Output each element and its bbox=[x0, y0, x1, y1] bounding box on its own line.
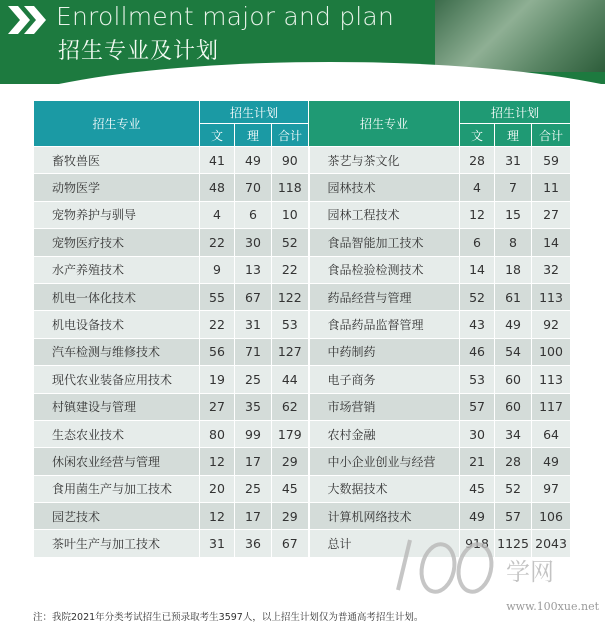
major-name: 汽车检测与维修技术 bbox=[34, 338, 200, 365]
total-count: 127 bbox=[272, 338, 309, 365]
major-name: 水产养殖技术 bbox=[34, 256, 200, 283]
li-count: 36 bbox=[235, 530, 272, 557]
li-count: 57 bbox=[495, 503, 532, 530]
total-count: 113 bbox=[532, 283, 571, 310]
major-name: 电子商务 bbox=[309, 366, 460, 393]
wen-count: 43 bbox=[460, 311, 495, 338]
li-count: 1125 bbox=[495, 530, 532, 557]
table-row bbox=[34, 530, 571, 557]
table-row bbox=[34, 283, 571, 310]
major-name: 宠物养护与驯导 bbox=[34, 201, 200, 228]
table-row bbox=[34, 393, 571, 420]
wen-count: 53 bbox=[460, 366, 495, 393]
major-name: 畜牧兽医 bbox=[34, 147, 200, 174]
total-count: 29 bbox=[272, 448, 309, 475]
wen-count: 6 bbox=[460, 229, 495, 256]
wen-count: 31 bbox=[200, 530, 235, 557]
total-count: 27 bbox=[532, 201, 571, 228]
wen-count: 80 bbox=[200, 420, 235, 447]
major-name: 机电一体化技术 bbox=[34, 283, 200, 310]
table-row bbox=[34, 338, 571, 365]
double-chevron-icon bbox=[6, 4, 50, 36]
watermark-url: www.100xue.net bbox=[506, 600, 599, 613]
header-total-left: 合计 bbox=[272, 124, 309, 147]
total-count: 118 bbox=[272, 174, 309, 201]
li-count: 34 bbox=[495, 420, 532, 447]
total-count: 179 bbox=[272, 420, 309, 447]
header-wen-right: 文 bbox=[460, 124, 495, 147]
wen-count: 14 bbox=[460, 256, 495, 283]
table-row bbox=[34, 311, 571, 338]
total-count: 67 bbox=[272, 530, 309, 557]
wen-count: 12 bbox=[200, 448, 235, 475]
wen-count: 41 bbox=[200, 147, 235, 174]
major-name: 中小企业创业与经营 bbox=[309, 448, 460, 475]
total-count: 64 bbox=[532, 420, 571, 447]
total-count: 92 bbox=[532, 311, 571, 338]
li-count: 15 bbox=[495, 201, 532, 228]
wen-count: 22 bbox=[200, 311, 235, 338]
major-name: 机电设备技术 bbox=[34, 311, 200, 338]
wen-count: 12 bbox=[200, 503, 235, 530]
total-count: 11 bbox=[532, 174, 571, 201]
wen-count: 57 bbox=[460, 393, 495, 420]
table-body bbox=[34, 147, 571, 558]
li-count: 49 bbox=[495, 311, 532, 338]
major-name: 计算机网络技术 bbox=[309, 503, 460, 530]
major-name: 食用菌生产与加工技术 bbox=[34, 475, 200, 502]
table-row bbox=[34, 174, 571, 201]
li-count: 31 bbox=[235, 311, 272, 338]
total-count: 49 bbox=[532, 448, 571, 475]
table-row bbox=[34, 201, 571, 228]
major-name: 药品经营与管理 bbox=[309, 283, 460, 310]
table-row bbox=[34, 366, 571, 393]
li-count: 35 bbox=[235, 393, 272, 420]
li-count: 99 bbox=[235, 420, 272, 447]
wen-count: 55 bbox=[200, 283, 235, 310]
total-count: 32 bbox=[532, 256, 571, 283]
major-name: 生态农业技术 bbox=[34, 420, 200, 447]
total-count: 52 bbox=[272, 229, 309, 256]
table-row bbox=[34, 229, 571, 256]
major-name: 动物医学 bbox=[34, 174, 200, 201]
li-count: 25 bbox=[235, 366, 272, 393]
wen-count: 918 bbox=[460, 530, 495, 557]
total-count: 97 bbox=[532, 475, 571, 502]
total-count: 90 bbox=[272, 147, 309, 174]
wen-count: 27 bbox=[200, 393, 235, 420]
header-li-left: 理 bbox=[235, 124, 272, 147]
wen-count: 28 bbox=[460, 147, 495, 174]
total-count: 2043 bbox=[532, 530, 571, 557]
li-count: 60 bbox=[495, 393, 532, 420]
total-count: 44 bbox=[272, 366, 309, 393]
li-count: 17 bbox=[235, 448, 272, 475]
li-count: 7 bbox=[495, 174, 532, 201]
li-count: 70 bbox=[235, 174, 272, 201]
wen-count: 4 bbox=[200, 201, 235, 228]
table-row bbox=[34, 420, 571, 447]
major-name: 食品药品监督管理 bbox=[309, 311, 460, 338]
total-count: 100 bbox=[532, 338, 571, 365]
total-count: 10 bbox=[272, 201, 309, 228]
total-count: 45 bbox=[272, 475, 309, 502]
wen-count: 52 bbox=[460, 283, 495, 310]
li-count: 31 bbox=[495, 147, 532, 174]
header-photo bbox=[435, 0, 605, 72]
wen-count: 46 bbox=[460, 338, 495, 365]
li-count: 28 bbox=[495, 448, 532, 475]
table-row bbox=[34, 448, 571, 475]
wen-count: 19 bbox=[200, 366, 235, 393]
li-count: 18 bbox=[495, 256, 532, 283]
major-name: 宠物医疗技术 bbox=[34, 229, 200, 256]
li-count: 17 bbox=[235, 503, 272, 530]
li-count: 61 bbox=[495, 283, 532, 310]
table-row bbox=[34, 475, 571, 502]
li-count: 67 bbox=[235, 283, 272, 310]
header-major-left: 招生专业 bbox=[34, 101, 200, 147]
total-count: 29 bbox=[272, 503, 309, 530]
li-count: 52 bbox=[495, 475, 532, 502]
li-count: 13 bbox=[235, 256, 272, 283]
enrollment-table bbox=[33, 100, 571, 558]
table-row bbox=[34, 503, 571, 530]
major-name: 市场营销 bbox=[309, 393, 460, 420]
header-plan-right: 招生计划 bbox=[460, 101, 571, 124]
wen-count: 9 bbox=[200, 256, 235, 283]
major-name: 园林工程技术 bbox=[309, 201, 460, 228]
header-li-right: 理 bbox=[495, 124, 532, 147]
total-count: 14 bbox=[532, 229, 571, 256]
page-title-english: Enrollment major and plan bbox=[56, 2, 394, 31]
li-count: 6 bbox=[235, 201, 272, 228]
major-name: 食品检验检测技术 bbox=[309, 256, 460, 283]
wen-count: 49 bbox=[460, 503, 495, 530]
total-count: 117 bbox=[532, 393, 571, 420]
li-count: 8 bbox=[495, 229, 532, 256]
total-count: 106 bbox=[532, 503, 571, 530]
major-name: 农村金融 bbox=[309, 420, 460, 447]
major-name: 食品智能加工技术 bbox=[309, 229, 460, 256]
header-plan-left: 招生计划 bbox=[200, 101, 309, 124]
header-total-right: 合计 bbox=[532, 124, 571, 147]
li-count: 71 bbox=[235, 338, 272, 365]
total-count: 113 bbox=[532, 366, 571, 393]
li-count: 30 bbox=[235, 229, 272, 256]
li-count: 60 bbox=[495, 366, 532, 393]
major-name: 茶艺与茶文化 bbox=[309, 147, 460, 174]
page-title-chinese: 招生专业及计划 bbox=[58, 39, 220, 64]
major-name: 总计 bbox=[309, 530, 460, 557]
major-name: 村镇建设与管理 bbox=[34, 393, 200, 420]
wen-count: 21 bbox=[460, 448, 495, 475]
wen-count: 12 bbox=[460, 201, 495, 228]
li-count: 54 bbox=[495, 338, 532, 365]
major-name: 茶叶生产与加工技术 bbox=[34, 530, 200, 557]
total-count: 22 bbox=[272, 256, 309, 283]
table-row bbox=[34, 256, 571, 283]
major-name: 园艺技术 bbox=[34, 503, 200, 530]
header-wen-left: 文 bbox=[200, 124, 235, 147]
total-count: 53 bbox=[272, 311, 309, 338]
total-count: 59 bbox=[532, 147, 571, 174]
wen-count: 45 bbox=[460, 475, 495, 502]
wen-count: 56 bbox=[200, 338, 235, 365]
li-count: 49 bbox=[235, 147, 272, 174]
major-name: 现代农业装备应用技术 bbox=[34, 366, 200, 393]
header-major-right: 招生专业 bbox=[309, 101, 460, 147]
wen-count: 30 bbox=[460, 420, 495, 447]
wen-count: 4 bbox=[460, 174, 495, 201]
wen-count: 22 bbox=[200, 229, 235, 256]
li-count: 25 bbox=[235, 475, 272, 502]
major-name: 中药制药 bbox=[309, 338, 460, 365]
table-row bbox=[34, 147, 571, 174]
wen-count: 20 bbox=[200, 475, 235, 502]
wen-count: 48 bbox=[200, 174, 235, 201]
major-name: 园林技术 bbox=[309, 174, 460, 201]
svg-text:学网: 学网 bbox=[506, 558, 554, 586]
total-count: 122 bbox=[272, 283, 309, 310]
major-name: 休闲农业经营与管理 bbox=[34, 448, 200, 475]
total-count: 62 bbox=[272, 393, 309, 420]
footnote: 注：我院2021年分类考试招生已预录取考生3597人，以上招生计划仅为普通高考招生计划。 bbox=[33, 612, 424, 623]
major-name: 大数据技术 bbox=[309, 475, 460, 502]
